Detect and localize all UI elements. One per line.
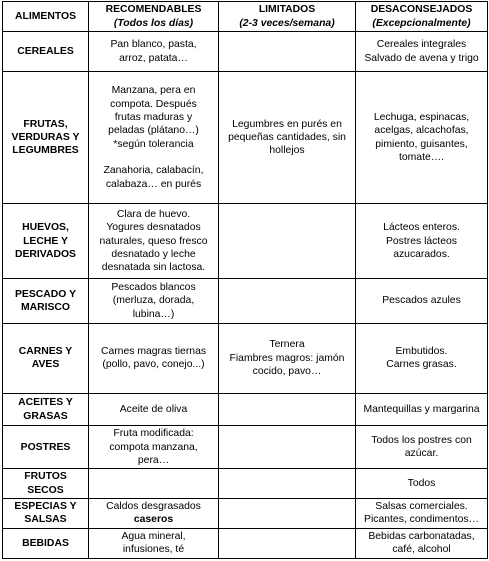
desaconsejados-cell: Lácteos enteros. Postres lácteos azucarados. — [356, 203, 488, 278]
recomendables-cell — [89, 469, 219, 498]
food-aceites-grasas: ACEITES Y GRASAS — [3, 394, 89, 426]
table-row — [3, 498, 488, 528]
table-row — [3, 32, 488, 72]
limitados-cell — [219, 498, 356, 528]
food-cereales: CEREALES — [3, 32, 89, 72]
header-row — [3, 2, 488, 32]
food-postres: POSTRES — [3, 426, 89, 469]
food-frutas-verduras-legumbres: FRUTAS, VERDURAS Y LEGUMBRES — [3, 72, 89, 204]
table-row — [3, 203, 488, 278]
limitados-cell — [219, 279, 356, 323]
recomendables-cell: Aceite de oliva — [89, 394, 219, 426]
food-carnes-aves: CARNES Y AVES — [3, 323, 89, 393]
limitados-cell: Ternera Fiambres magros: jamón cocido, pavo… — [219, 323, 356, 393]
header-limitados — [219, 2, 356, 32]
recomendables-cell: Carnes magras tiernas (pollo, pavo, conejo...) — [89, 323, 219, 393]
limitados-cell — [219, 426, 356, 469]
header-recomendables-label: RECOMENDABLES — [105, 4, 202, 16]
food-huevos-leche-derivados: HUEVOS, LECHE Y DERIVADOS — [3, 203, 89, 278]
desaconsejados-cell: Pescados azules — [356, 279, 488, 323]
recomendables-cell: Clara de huevo. Yogures desnatados naturales, queso fresco desnatado y leche desnatada sin lactosa. — [89, 203, 219, 278]
header-alimentos-label: ALIMENTOS — [15, 10, 76, 22]
table-row — [3, 528, 488, 558]
limitados-cell — [219, 32, 356, 72]
recomendables-emphasis: caseros — [133, 514, 174, 526]
limitados-cell — [219, 203, 356, 278]
recomendables-cell: Pescados blancos (merluza, dorada, lubina…) — [89, 279, 219, 323]
limitados-cell — [219, 469, 356, 498]
recomendables-text: Caldos desgrasados — [106, 500, 201, 512]
table-row — [3, 394, 488, 426]
desaconsejados-cell: Salsas comerciales. Picantes, condimentos… — [356, 498, 488, 528]
header-desaconsejados-frequency: (Excepcionalmente) — [372, 17, 471, 29]
desaconsejados-cell: Todos — [356, 469, 488, 498]
desaconsejados-cell: Bebidas carbonatadas, café, alcohol — [356, 528, 488, 558]
recomendables-cell — [89, 498, 219, 528]
header-limitados-frequency: (2-3 veces/semana) — [239, 17, 335, 29]
food-pescado-marisco: PESCADO Y MARISCO — [3, 279, 89, 323]
header-recomendables-frequency: (Todos los días) — [113, 17, 194, 29]
header-alimentos — [3, 2, 89, 32]
header-recomendables — [89, 2, 219, 32]
recomendables-cell: Fruta modificada: compota manzana, pera… — [89, 426, 219, 469]
table-row — [3, 72, 488, 204]
header-desaconsejados — [356, 2, 488, 32]
table-row — [3, 469, 488, 498]
desaconsejados-cell: Cereales integrales Salvado de avena y trigo — [356, 32, 488, 72]
header-limitados-label: LIMITADOS — [258, 4, 316, 16]
recomendables-cell: Pan blanco, pasta, arroz, patata… — [89, 32, 219, 72]
table-row — [3, 323, 488, 393]
food-especias-salsas: ESPECIAS Y SALSAS — [3, 498, 89, 528]
food-frutos-secos: FRUTOS SECOS — [3, 469, 89, 498]
diet-recommendation-table — [2, 1, 488, 559]
food-bebidas: BEBIDAS — [3, 528, 89, 558]
desaconsejados-cell: Embutidos. Carnes grasas. — [356, 323, 488, 393]
header-desaconsejados-label: DESACONSEJADOS — [370, 4, 473, 16]
table-row — [3, 426, 488, 469]
recomendables-cell: Manzana, pera en compota. Después frutas maduras y peladas (plátano…) *según tolerancia Zanahoria, calabacín, calabaza… en purés — [89, 72, 219, 204]
limitados-cell — [219, 528, 356, 558]
desaconsejados-cell: Todos los postres con azúcar. — [356, 426, 488, 469]
desaconsejados-cell: Mantequillas y margarina — [356, 394, 488, 426]
recomendables-cell: Agua mineral, infusiones, té — [89, 528, 219, 558]
limitados-cell — [219, 394, 356, 426]
limitados-cell: Legumbres en purés en pequeñas cantidades, sin hollejos — [219, 72, 356, 204]
table-row — [3, 279, 488, 323]
desaconsejados-cell: Lechuga, espinacas, acelgas, alcachofas, pimiento, guisantes, tomate…. — [356, 72, 488, 204]
